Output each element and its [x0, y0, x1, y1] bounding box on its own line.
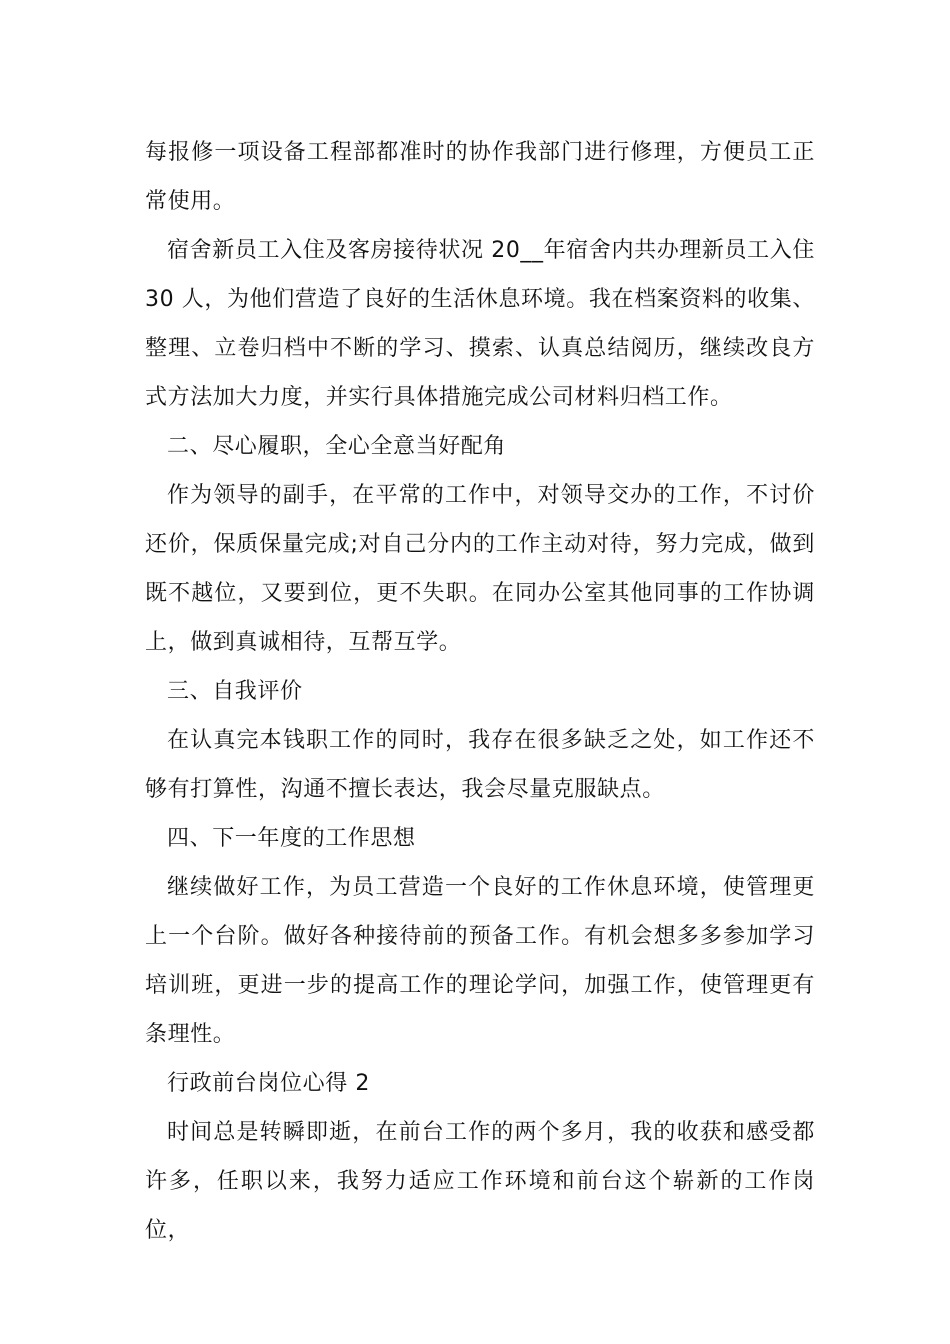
paragraph-next-year: 继续做好工作，为员工营造一个良好的工作休息环境，使管理更上一个台阶。做好各种接待前的预备工作。有机会想多多参加学习培训班，更进一步的提高工作的理论学问，加强工作，使管理更有条理性。	[145, 875, 815, 1047]
paragraph-duty: 作为领导的副手，在平常的工作中，对领导交办的工作，不讨价还价，保质保量完成;对自己分内的工作主动对待，努力完成，做到既不越位，又要到位，更不失职。在同办公室其他同事的工作协调上，做到真诚相待，互帮互学。	[145, 483, 815, 655]
paragraph-self-evaluation: 在认真完本钱职工作的同时，我存在很多缺乏之处，如工作还不够有打算性，沟通不擅长表达，我会尽量克服缺点。	[145, 728, 815, 802]
section-heading-3: 三、自我评价	[167, 679, 303, 704]
document-body	[145, 128, 815, 1255]
section-heading-4: 四、下一年度的工作思想	[167, 826, 416, 851]
paragraph-dormitory: 宿舍新员工入住及客房接待状况 20__年宿舍内共办理新员工入住30 人，为他们营造了良好的生活休息环境。我在档案资料的收集、整理、立卷归档中不断的学习、摸索、认真总结阅历，继续改良方式方法加大力度，并实行具体措施完成公司材料归档工作。	[145, 238, 815, 410]
paragraph-reception-intro: 时间总是转瞬即逝，在前台工作的两个多月，我的收获和感受都许多，任职以来，我努力适应工作环境和前台这个崭新的工作岗位，	[145, 1120, 815, 1243]
paragraph-repair: 每报修一项设备工程部都准时的协作我部门进行修理，方便员工正常使用。	[145, 140, 815, 214]
section-heading-2: 二、尽心履职，全心全意当好配角	[167, 434, 507, 459]
article-title-2: 行政前台岗位心得 2	[167, 1071, 370, 1096]
